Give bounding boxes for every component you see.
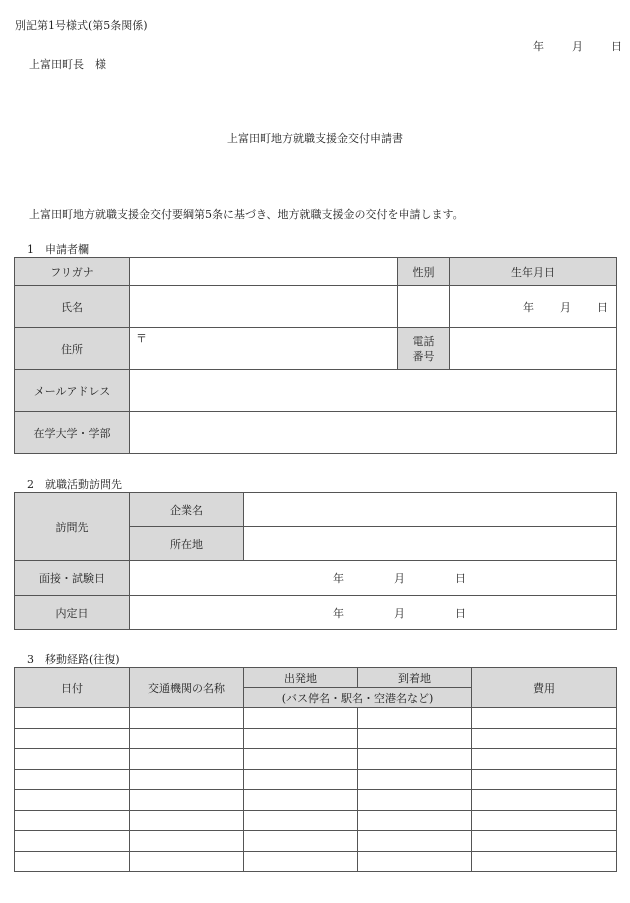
applicant-table (14, 257, 617, 454)
phone-label: 電話 番号 (398, 328, 450, 370)
route-departure-cell[interactable] (244, 749, 358, 770)
route-transport-cell[interactable] (130, 769, 244, 790)
addressee: 上富田町長 様 (29, 58, 106, 71)
header-month: 月 (572, 40, 583, 53)
route-transport-cell[interactable] (130, 851, 244, 872)
interview-day: 日 (455, 572, 466, 585)
header-date (533, 38, 622, 54)
intro-text: 上富田町地方就職支援金交付要綱第5条に基づき、地方就職支援金の交付を申請します。 (29, 208, 464, 221)
furigana-label: フリガナ (15, 258, 130, 286)
email-label: メールアドレス (15, 370, 130, 412)
offer-day: 日 (455, 606, 466, 620)
route-departure-cell[interactable] (244, 790, 358, 811)
route-arrival-cell[interactable] (358, 728, 472, 749)
cost-header: 費用 (472, 668, 617, 708)
offer-label: 内定日 (15, 596, 130, 630)
university-field[interactable] (130, 412, 617, 454)
section1-heading: 1 申請者欄 (27, 243, 89, 256)
route-date-cell[interactable] (15, 810, 130, 831)
route-date-cell[interactable] (15, 728, 130, 749)
route-arrival-cell[interactable] (358, 749, 472, 770)
gender-field[interactable] (398, 286, 450, 328)
address-label: 住所 (15, 328, 130, 370)
route-transport-cell[interactable] (130, 810, 244, 831)
company-label: 企業名 (130, 493, 244, 527)
route-transport-cell[interactable] (130, 708, 244, 729)
birthdate-field[interactable] (450, 286, 617, 328)
route-transport-cell[interactable] (130, 790, 244, 811)
route-row (15, 831, 617, 852)
offer-year: 年 (333, 606, 344, 620)
departure-header: 出発地 (244, 668, 358, 688)
furigana-field[interactable] (130, 258, 398, 286)
offer-date-field[interactable] (130, 596, 617, 630)
route-date-cell[interactable] (15, 749, 130, 770)
arrival-header: 到着地 (358, 668, 472, 688)
route-date-cell[interactable] (15, 831, 130, 852)
route-arrival-cell[interactable] (358, 769, 472, 790)
interview-year: 年 (333, 572, 344, 585)
place-note: (バス停名・駅名・空港名など) (244, 688, 472, 708)
location-field[interactable] (244, 527, 617, 561)
visit-table (14, 492, 617, 630)
offer-month: 月 (394, 606, 405, 620)
route-cost-cell[interactable] (472, 728, 617, 749)
route-date-cell[interactable] (15, 708, 130, 729)
route-cost-cell[interactable] (472, 810, 617, 831)
header-day: 日 (611, 40, 622, 53)
route-transport-cell[interactable] (130, 749, 244, 770)
form-label: 別記第1号様式(第5条関係) (15, 19, 148, 32)
phone-field[interactable] (450, 328, 617, 370)
route-transport-cell[interactable] (130, 831, 244, 852)
university-label: 在学大学・学部 (15, 412, 130, 454)
section2-heading: 2 就職活動訪問先 (27, 478, 122, 491)
date-header: 日付 (15, 668, 130, 708)
route-departure-cell[interactable] (244, 769, 358, 790)
route-departure-cell[interactable] (244, 831, 358, 852)
route-date-cell[interactable] (15, 851, 130, 872)
route-row (15, 749, 617, 770)
route-arrival-cell[interactable] (358, 810, 472, 831)
route-date-cell[interactable] (15, 790, 130, 811)
email-field[interactable] (130, 370, 617, 412)
name-field[interactable] (130, 286, 398, 328)
interview-date-field[interactable] (130, 561, 617, 596)
address-field[interactable] (130, 328, 398, 370)
header-year: 年 (533, 40, 544, 53)
route-cost-cell[interactable] (472, 708, 617, 729)
route-cost-cell[interactable] (472, 749, 617, 770)
route-cost-cell[interactable] (472, 790, 617, 811)
birth-day: 日 (597, 300, 608, 314)
gender-label: 性別 (398, 258, 450, 286)
route-row (15, 708, 617, 729)
route-arrival-cell[interactable] (358, 851, 472, 872)
route-departure-cell[interactable] (244, 851, 358, 872)
route-transport-cell[interactable] (130, 728, 244, 749)
route-row (15, 851, 617, 872)
name-label: 氏名 (15, 286, 130, 328)
route-row (15, 728, 617, 749)
route-arrival-cell[interactable] (358, 708, 472, 729)
route-cost-cell[interactable] (472, 769, 617, 790)
postal-mark: 〒 (136, 332, 147, 345)
page-title: 上富田町地方就職支援金交付申請書 (227, 132, 403, 145)
route-row (15, 810, 617, 831)
route-cost-cell[interactable] (472, 831, 617, 852)
route-cost-cell[interactable] (472, 851, 617, 872)
route-row (15, 769, 617, 790)
route-arrival-cell[interactable] (358, 831, 472, 852)
route-departure-cell[interactable] (244, 810, 358, 831)
visit-label: 訪問先 (15, 493, 130, 561)
route-date-cell[interactable] (15, 769, 130, 790)
interview-label: 面接・試験日 (15, 561, 130, 596)
section3-heading: 3 移動経路(往復) (27, 653, 120, 666)
company-field[interactable] (244, 493, 617, 527)
route-row (15, 790, 617, 811)
birth-month: 月 (560, 300, 571, 314)
location-label: 所在地 (130, 527, 244, 561)
route-departure-cell[interactable] (244, 728, 358, 749)
route-arrival-cell[interactable] (358, 790, 472, 811)
birth-year: 年 (523, 300, 534, 314)
interview-month: 月 (394, 572, 405, 585)
route-departure-cell[interactable] (244, 708, 358, 729)
route-table (14, 667, 617, 872)
transport-header: 交通機関の名称 (130, 668, 244, 708)
birthdate-label: 生年月日 (450, 258, 617, 286)
